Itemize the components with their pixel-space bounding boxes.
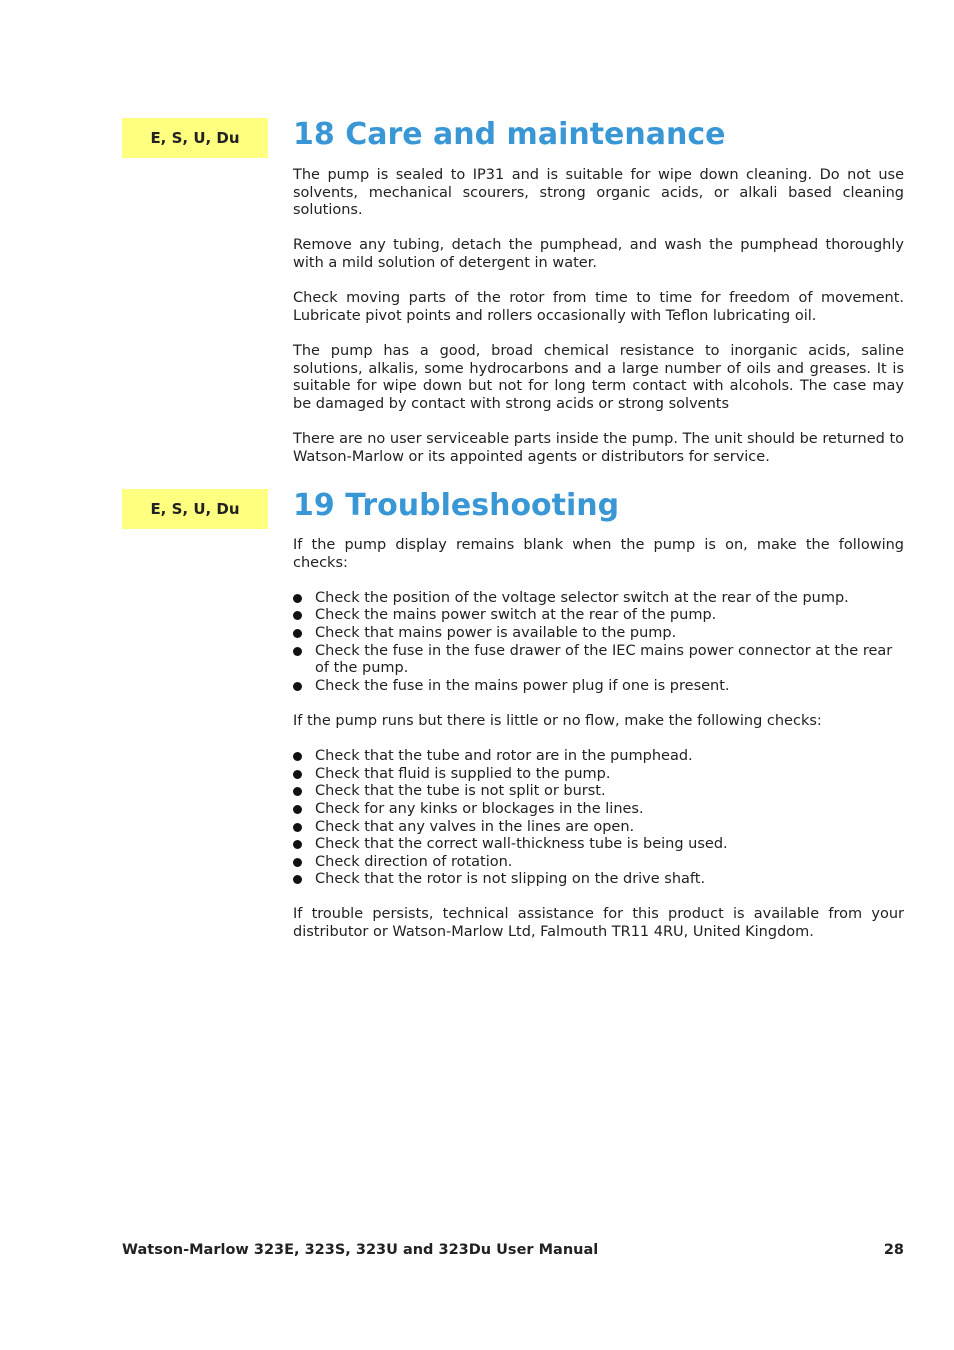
bullet-icon [293, 611, 302, 620]
checklist-display [293, 590, 904, 696]
bullet-icon [293, 594, 302, 603]
list-item: Check for any kinks or blockages in the lines. [293, 801, 904, 819]
section-18-tag: E, S, U, Du [122, 118, 268, 158]
bullet-icon [293, 787, 302, 796]
bullet-icon [293, 647, 302, 656]
bullet-icon [293, 840, 302, 849]
list-item: Check that the tube is not split or burst. [293, 783, 904, 801]
list-item: Check the fuse in the mains power plug if one is present. [293, 678, 904, 696]
list-item: Check that the rotor is not slipping on the drive shaft. [293, 871, 904, 889]
paragraph: Check moving parts of the rotor from time to time for freedom of movement. Lubricate pivot points and rollers occasionally with Teflon lubricating oil. [293, 290, 904, 324]
list-item: Check that the correct wall-thickness tube is being used. [293, 836, 904, 854]
bullet-icon [293, 823, 302, 832]
paragraph: If the pump display remains blank when the pump is on, make the following checks: [293, 537, 904, 571]
list-item: Check the fuse in the fuse drawer of the IEC mains power connector at the rear of the pump. [293, 643, 904, 678]
footer-title: Watson-Marlow 323E, 323S, 323U and 323Du User Manual [122, 1242, 599, 1258]
section-18-body [293, 167, 904, 484]
page-number: 28 [883, 1242, 904, 1258]
bullet-icon [293, 682, 302, 691]
list-item: Check that mains power is available to the pump. [293, 625, 904, 643]
list-item: Check that the tube and rotor are in the pumphead. [293, 748, 904, 766]
section-19-title: 19 Troubleshooting [293, 488, 620, 523]
list-item: Check the mains power switch at the rear of the pump. [293, 607, 904, 625]
paragraph: The pump has a good, broad chemical resistance to inorganic acids, saline solutions, alkalis, some hydrocarbons and a large number of oils and greases. It is suitable for wipe down but not for long term contact with alcohols. The case may be damaged by contact with strong acids or strong solvents [293, 342, 904, 412]
paragraph: If trouble persists, technical assistance for this product is available from your distributor or Watson-Marlow Ltd, Falmouth TR11 4RU, United Kingdom. [293, 906, 904, 941]
page-footer [122, 1242, 904, 1258]
bullet-icon [293, 629, 302, 638]
checklist-flow [293, 748, 904, 889]
bullet-icon [293, 805, 302, 814]
bullet-icon [293, 752, 302, 761]
paragraph: The pump is sealed to IP31 and is suitable for wipe down cleaning. Do not use solvents, mechanical scourers, strong organic acids, or alkali based cleaning solutions. [293, 167, 904, 219]
paragraph: If the pump runs but there is little or no flow, make the following checks: [293, 712, 822, 729]
bullet-icon [293, 875, 302, 884]
section-18-title: 18 Care and maintenance [293, 117, 726, 152]
list-item: Check the position of the voltage selector switch at the rear of the pump. [293, 590, 904, 608]
paragraph: Remove any tubing, detach the pumphead, and wash the pumphead thoroughly with a mild solution of detergent in water. [293, 237, 904, 271]
paragraph: There are no user serviceable parts inside the pump. The unit should be returned to Watson-Marlow or its appointed agents or distributors for service. [293, 430, 904, 465]
section-19-body [293, 537, 904, 959]
bullet-icon [293, 770, 302, 779]
list-item: Check that any valves in the lines are open. [293, 819, 904, 837]
section-19-tag: E, S, U, Du [122, 489, 268, 529]
bullet-icon [293, 858, 302, 867]
list-item: Check direction of rotation. [293, 854, 904, 872]
list-item: Check that fluid is supplied to the pump. [293, 766, 904, 784]
